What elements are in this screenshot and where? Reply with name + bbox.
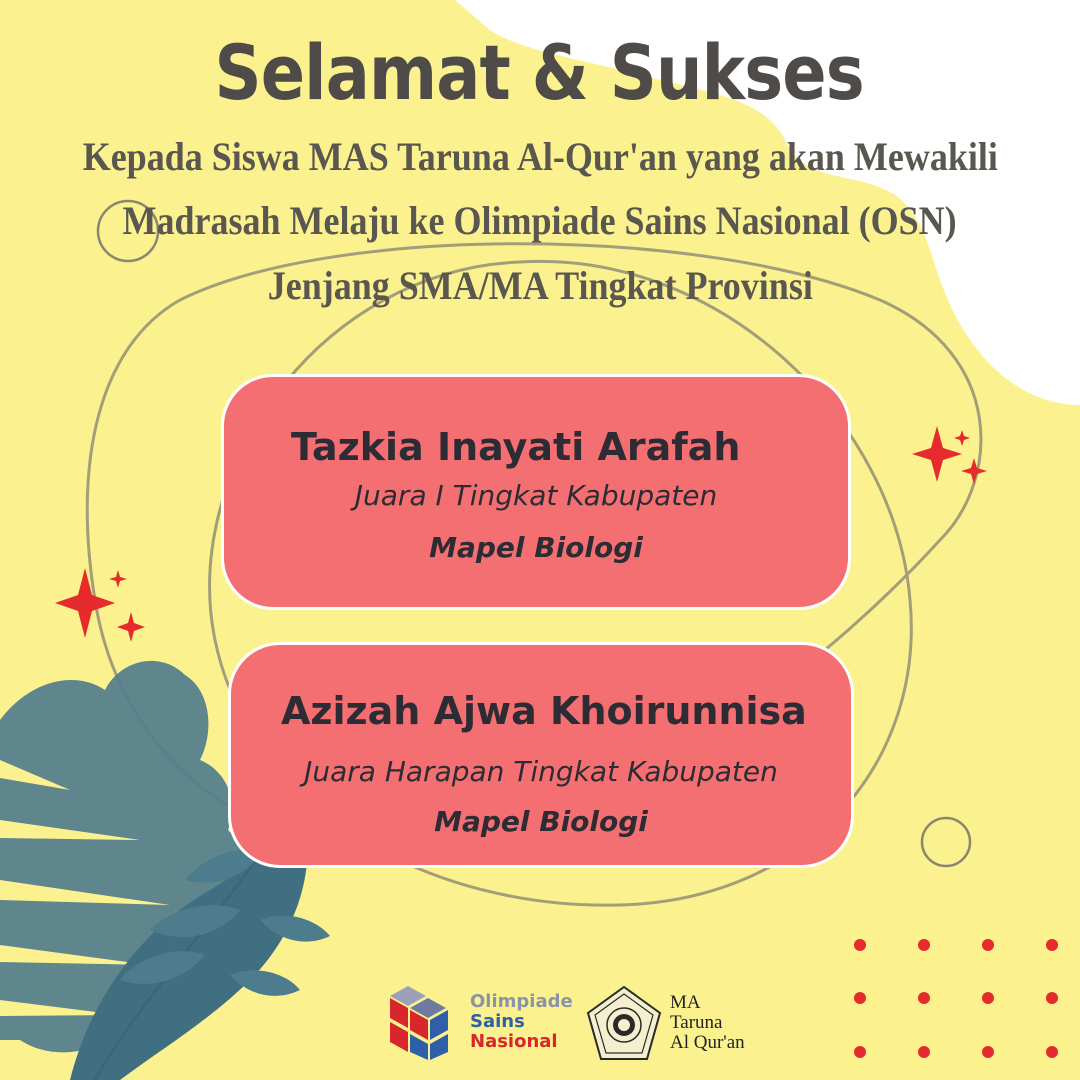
- osn-logo-line: Olimpiade: [470, 991, 573, 1012]
- student-card: [221, 374, 851, 610]
- subtitle-line-3: Jenjang SMA/MA Tingkat Provinsi: [267, 263, 813, 308]
- student-rank: Juara I Tingkat Kabupaten: [354, 479, 718, 512]
- student-name: Tazkia Inayati Arafah: [291, 425, 741, 469]
- student-card: [228, 642, 854, 868]
- student-subject: Mapel Biologi: [429, 531, 643, 564]
- student-name: Azizah Ajwa Khoirunnisa: [281, 689, 807, 733]
- page-title: Selamat & Sukses: [214, 28, 864, 117]
- subtitle-line-2: Madrasah Melaju ke Olimpiade Sains Nasional (OSN): [122, 198, 957, 243]
- osn-logo-text: [470, 992, 573, 1052]
- osn-logo-line: Sains: [470, 1011, 525, 1032]
- student-subject: Mapel Biologi: [434, 805, 648, 838]
- school-logo-text: [670, 993, 745, 1053]
- school-logo-line: Al Qur'an: [670, 1032, 745, 1053]
- school-emblem-icon: [585, 985, 663, 1063]
- osn-logo-line: Nasional: [470, 1031, 558, 1052]
- osn-logo-icon: [380, 984, 462, 1062]
- subtitle-line-1: Kepada Siswa MAS Taruna Al-Qur'an yang akan Mewakili: [82, 134, 998, 179]
- dot-grid: [854, 939, 1058, 1058]
- sparkle-icon: [912, 426, 987, 484]
- school-logo-line: Taruna: [670, 1012, 723, 1033]
- student-rank: Juara Harapan Tingkat Kabupaten: [304, 755, 778, 788]
- school-logo-line: MA: [670, 992, 701, 1013]
- outline-circle: [922, 818, 970, 866]
